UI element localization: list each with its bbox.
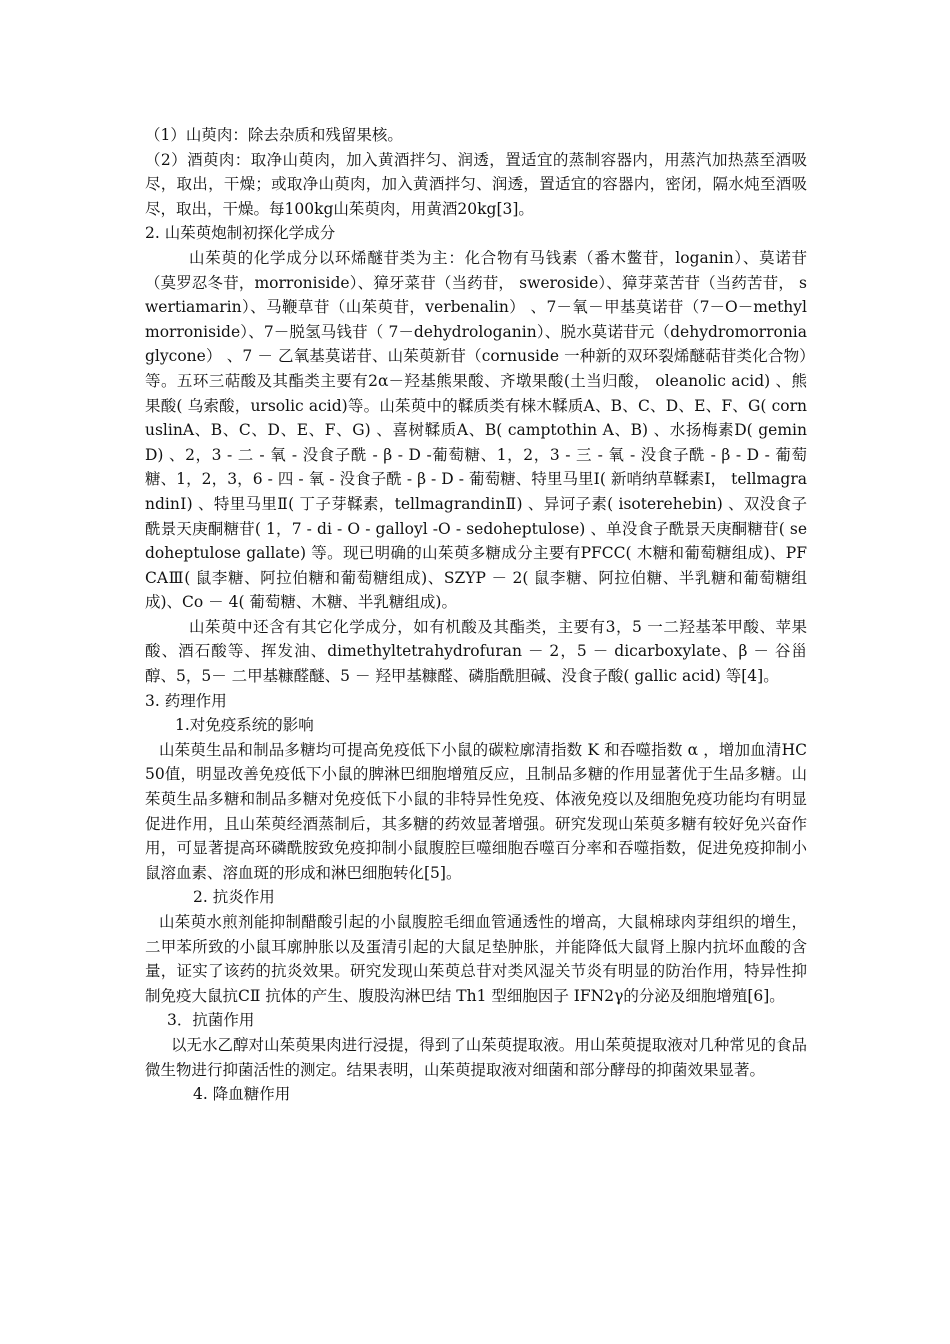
paragraph-immune: 山茱萸生品和制品多糖均可提高免疫低下小鼠的碳粒廓清指数 K 和吞噬指数 α ，增加血清HC50值，明显改善免疫低下小鼠的脾淋巴细胞增殖反应，且制品多糖的作用显著优于生品多糖。山茱萸生品多糖和制品多糖对免疫低下小鼠的非特异性免疫、体液免疫以及细胞免疫功能均有明显促进作用，且山茱萸经酒蒸制后，其多糖的药效显著增强。研究发现山茱萸多糖有较好免兴奋作用，可显著提高环磷酰胺致免疫抑制小鼠腹腔巨噬细胞吞噬百分率和吞噬指数，促进免疫抑制小鼠溶血素、溶血斑的形成和淋巴细胞转化[5]。 <box>145 740 807 882</box>
subheading-immune: 1.对免疫系统的影响 <box>175 716 314 735</box>
paragraph-antibacterial: 以无水乙醇对山茱萸果肉进行浸提，得到了山茱萸提取液。用山茱萸提取液对几种常见的食品微生物进行抑菌活性的测定。结果表明，山茱萸提取液对细菌和部分酵母的抑菌效果显著。 <box>145 1035 807 1079</box>
paragraph-processing-1: （1）山萸肉：除去杂质和残留果核。 <box>145 126 403 144</box>
subheading-anti-inflammatory: 2. 抗炎作用 <box>193 888 275 907</box>
document-page <box>145 123 807 1107</box>
paragraph-other-components: 山茱萸中还含有其它化学成分，如有机酸及其酯类，主要有3，5 一二羟基苯甲酸、苹果酸、酒石酸等、挥发油、dimethyltetrahydrofuran － 2，5 － dicarboxylate、β － 谷甾醇、5，5－ 二甲基糠醛醚、5 － 羟甲基糠醛、磷脂酰胆碱、没食子酸( gallic acid) 等[4]。 <box>145 617 807 686</box>
heading-pharmacology: 3. 药理作用 <box>145 691 227 710</box>
paragraph-anti-inflammatory: 山茱萸水煎剂能抑制醋酸引起的小鼠腹腔毛细血管通透性的增高，大鼠棉球肉芽组织的增生，二甲苯所致的小鼠耳廓肿胀以及蛋清引起的大鼠足垫肿胀，并能降低大鼠肾上腺内抗坏血酸的含量，证实了该药的抗炎效果。研究发现山茱萸总苷对类风湿关节炎有明显的防治作用，特异性抑制免疫大鼠抗CⅡ 抗体的产生、腹股沟淋巴结 Th1 型细胞因子 IFN2γ的分泌及细胞增殖[6]。 <box>145 913 807 1005</box>
subheading-hypoglycemic: 4. 降血糖作用 <box>193 1085 291 1104</box>
subheading-antibacterial: 3．抗菌作用 <box>167 1011 255 1030</box>
paragraph-processing-2: （2）酒萸肉：取净山萸肉，加入黄酒拌匀、润透，置适宜的蒸制容器内，用蒸汽加热蒸至酒吸尽，取出，干燥；或取净山萸肉，加入黄酒拌匀、润透，置适宜的容器内，密闭，隔水炖至酒吸尽，取出，干燥。每100kg山茱萸肉，用黄酒20kg[3]。 <box>145 150 807 218</box>
heading-chemical-components: 2. 山茱萸炮制初探化学成分 <box>145 224 336 243</box>
paragraph-chemical-components: 山茱萸的化学成分以环烯醚苷类为主：化合物有马钱素（番木鳖苷，loganin）、莫诺苷（莫罗忍冬苷，morroniside）、獐牙菜苷（当药苷， sweroside）、獐芽菜苦苷（当药苦苷， swertiamarin）、马鞭草苷（山茱萸苷，verbenalin） 、7－氧－甲基莫诺苷（7－O－methyl morroniside）、7－脱氢马钱苷（ 7－dehydrologanin）、脱水莫诺苷元（dehydromorroniaglycone） 、7 － 乙氧基莫诺苷、山茱萸新苷（cornuside 一种新的双环裂烯醚萜苷类化合物）等。五环三萜酸及其酯类主要有2α－羟基熊果酸、齐墩果酸(土当归酸， oleanolic acid) 、熊果酸( 乌索酸，ursolic acid)等。山茱萸中的鞣质类有梾木鞣质A、B、C、D、E、F、G( cornuslinA、B、C、D、E、F、G) 、喜树鞣质A、B( camptothin A、B) 、水扬梅素D( gemin D) 、2，3 - 二 - 氧 - 没食子酰 - β - D -葡萄糖、1，2，3 - 三 - 氧 - 没食子酰 - β - D - 葡萄糖、1，2，3，6 - 四 - 氧 - 没食子酰 - β - D - 葡萄糖、特里马里Ⅰ( 新哨纳草鞣素Ⅰ， tellmagrandinⅠ) 、特里马里Ⅱ( 丁子芽鞣素，tellmagrandinⅡ) 、异诃子素( isoterehebin) 、双没食子酰景天庚酮糖苷( 1，7 - di - O - galloyl -O - sedoheptulose) 、单没食子酰景天庚酮糖苷( sedoheptulose gallate) 等。现已明确的山茱萸多糖成分主要有PFCC( 木糖和葡萄糖组成)、PFCAⅢ( 鼠李糖、阿拉伯糖和葡萄糖组成)、SZYP － 2( 鼠李糖、阿拉伯糖、半乳糖和葡萄糖组成)、Co － 4( 葡萄糖、木糖、半乳糖组成)。 <box>145 248 807 612</box>
